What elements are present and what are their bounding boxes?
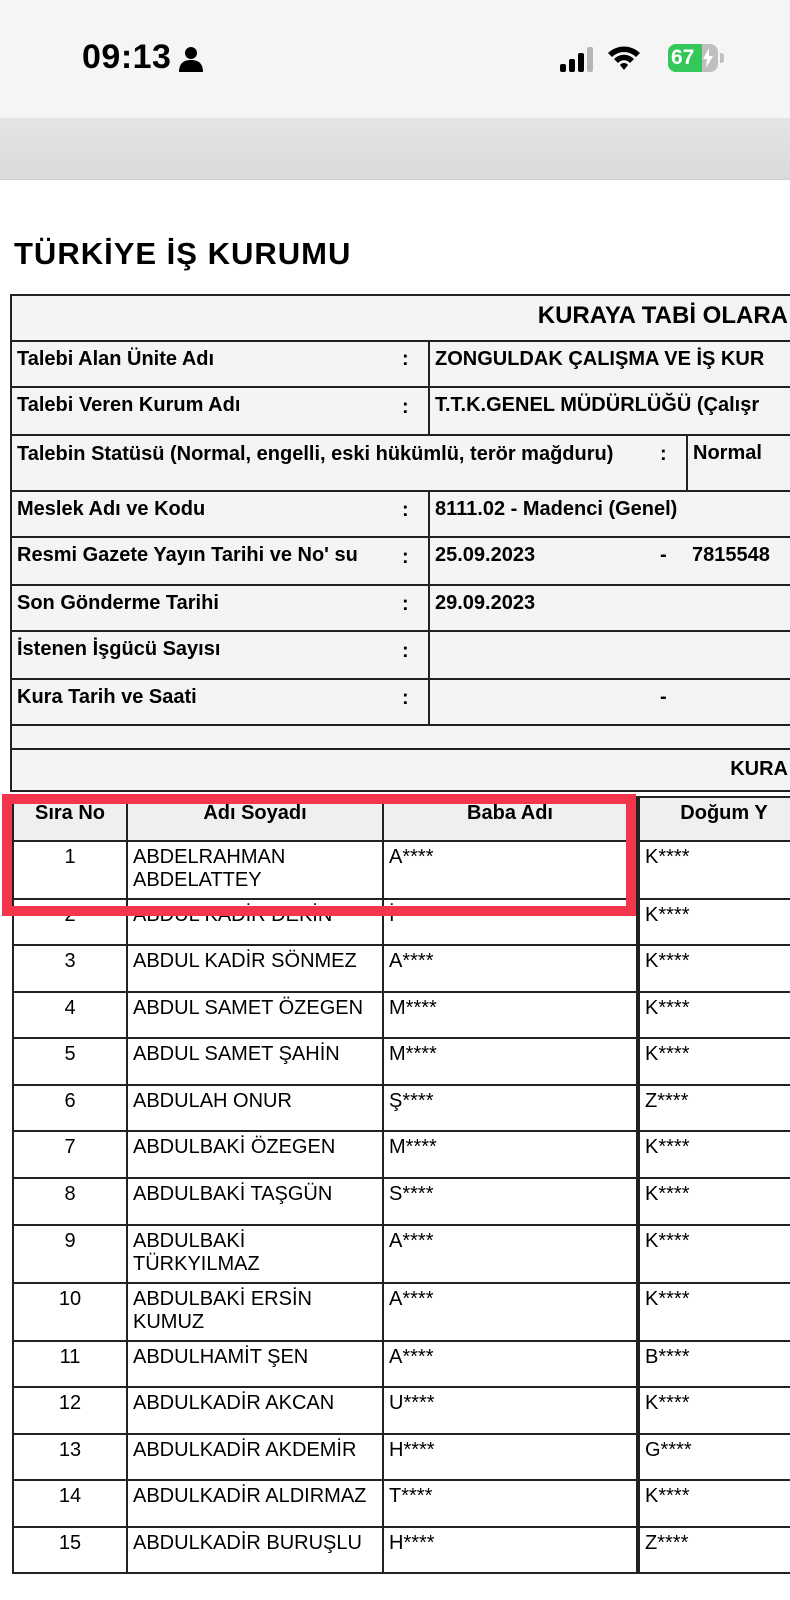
cell-full-name: ABDUL KADİR SÖNMEZ [126, 944, 384, 993]
cell-birth: K**** [638, 1386, 790, 1435]
cell-birth: K**** [638, 898, 790, 946]
cell-birth: Z**** [638, 1084, 790, 1132]
cell-father-name: A**** [382, 1282, 638, 1342]
cell-row-number: 6 [12, 1084, 128, 1132]
cell-row-number: 15 [12, 1526, 128, 1574]
cell-father-name: A**** [382, 944, 638, 993]
cell-row-number: 11 [12, 1340, 128, 1388]
cell-father-name: A**** [382, 840, 638, 900]
cell-row-number: 12 [12, 1386, 128, 1435]
cell-full-name: ABDULKADİR BURUŞLU [126, 1526, 384, 1574]
cell-father-name: S**** [382, 1177, 638, 1226]
cell-birth: K**** [638, 1177, 790, 1226]
field-label-gazette: Resmi Gazete Yayın Tarihi ve No' su [10, 536, 430, 586]
cell-birth: K**** [638, 1224, 790, 1284]
cell-father-name: T**** [382, 1479, 638, 1528]
gazette-number: 7815548 [692, 544, 770, 566]
cell-birth: K**** [638, 1479, 790, 1528]
cell-father-name: M**** [382, 1037, 638, 1086]
person-icon [178, 46, 204, 72]
header-birth: Doğum Y [638, 796, 790, 842]
cell-father-name: H**** [382, 1433, 638, 1481]
header-full-name: Adı Soyadı [126, 796, 384, 842]
clock: 09:13 [82, 38, 172, 76]
gazette-dash: - [660, 544, 667, 566]
cell-birth: K**** [638, 944, 790, 993]
cell-father-name: U**** [382, 1386, 638, 1435]
cell-father-name: A**** [382, 1340, 638, 1388]
cell-birth: Z**** [638, 1526, 790, 1574]
cell-row-number: 7 [12, 1130, 128, 1179]
separator: : [402, 499, 409, 521]
separator: : [660, 443, 667, 465]
cell-full-name: ABDULKADİR ALDIRMAZ [126, 1479, 384, 1528]
cell-row-number: 4 [12, 991, 128, 1039]
field-value-workforce [428, 630, 790, 680]
cell-full-name: ABDULBAKİ TAŞGÜN [126, 1177, 384, 1226]
separator: : [402, 593, 409, 615]
cell-full-name: ABDULAH ONUR [126, 1084, 384, 1132]
cell-full-name: ABDUL SAMET ŞAHİN [126, 1037, 384, 1086]
field-label-draw-date: Kura Tarih ve Saati [10, 678, 430, 726]
cell-father-name: A**** [382, 1224, 638, 1284]
wifi-icon [606, 42, 642, 72]
cell-full-name: ABDULBAKİ ÖZEGEN [126, 1130, 384, 1179]
field-value-gazette [428, 536, 790, 586]
charging-bolt-icon [702, 48, 714, 68]
field-value-send-date: 29.09.2023 [428, 584, 790, 632]
cell-full-name: ABDULBAKİ TÜRKYILMAZ [126, 1224, 384, 1284]
field-label-institution: Talebi Veren Kurum Adı [10, 386, 430, 436]
cell-full-name: ABDUL SAMET ÖZEGEN [126, 991, 384, 1039]
cell-full-name: ABDULHAMİT ŞEN [126, 1340, 384, 1388]
battery-percent: 67 [671, 46, 695, 69]
cell-birth: K**** [638, 1130, 790, 1179]
section-title: KURA [10, 748, 790, 792]
field-value-profession: 8111.02 - Madenci (Genel) [428, 490, 790, 538]
header-row-number: Sıra No [12, 796, 128, 842]
cell-father-name: H**** [382, 1526, 638, 1574]
cell-row-number: 9 [12, 1224, 128, 1284]
cell-full-name: ABDULKADİR AKCAN [126, 1386, 384, 1435]
cell-row-number: 3 [12, 944, 128, 993]
signal-icon [560, 46, 596, 72]
field-label-send-date: Son Gönderme Tarihi [10, 584, 430, 632]
separator: : [402, 396, 409, 418]
cell-birth: K**** [638, 991, 790, 1039]
gazette-date: 25.09.2023 [435, 544, 536, 566]
cell-father-name: M**** [382, 991, 638, 1039]
separator: : [402, 687, 409, 709]
cell-full-name: ABDELRAHMAN ABDELATTEY [126, 840, 384, 900]
field-value-institution: T.T.K.GENEL MÜDÜRLÜĞÜ (Çalışr [428, 386, 790, 436]
field-label-unit: Talebi Alan Ünite Adı [10, 340, 430, 388]
organization-title: TÜRKİYE İŞ KURUMU [14, 236, 352, 271]
spacer-row [10, 724, 790, 750]
cell-birth: K**** [638, 840, 790, 900]
cell-row-number: 10 [12, 1282, 128, 1342]
field-value-unit: ZONGULDAK ÇALIŞMA VE İŞ KUR [428, 340, 790, 388]
cell-father-name: M**** [382, 1130, 638, 1179]
field-label-workforce: İstenen İşgücü Sayısı [10, 630, 430, 680]
cell-full-name: ABDULBAKİ ERSİN KUMUZ [126, 1282, 384, 1342]
cell-row-number: 1 [12, 840, 128, 900]
form-title: KURAYA TABİ OLARA [10, 294, 790, 342]
separator: : [402, 546, 409, 568]
draw-date-dash: - [660, 686, 667, 708]
field-label-status: Talebin Statüsü (Normal, engelli, eski hükümlü, terör mağduru) [10, 434, 688, 492]
cell-father-name: Ş**** [382, 1084, 638, 1132]
browser-toolbar [0, 118, 790, 180]
header-father-name: Baba Adı [382, 796, 638, 842]
cell-row-number: 13 [12, 1433, 128, 1481]
cell-full-name: ABDUL KADİR DEKİN [126, 898, 384, 946]
cell-father-name: İ**** [382, 898, 638, 946]
field-value-draw-date [428, 678, 790, 726]
battery-icon [668, 44, 724, 72]
field-value-status: Normal [686, 434, 790, 492]
cell-full-name: ABDULKADİR AKDEMİR [126, 1433, 384, 1481]
cell-birth: G**** [638, 1433, 790, 1481]
field-label-profession: Meslek Adı ve Kodu [10, 490, 430, 538]
status-bar [0, 0, 790, 118]
cell-birth: K**** [638, 1037, 790, 1086]
cell-row-number: 8 [12, 1177, 128, 1226]
cell-row-number: 5 [12, 1037, 128, 1086]
cell-row-number: 2 [12, 898, 128, 946]
cell-birth: K**** [638, 1282, 790, 1342]
separator: : [402, 348, 409, 370]
cell-row-number: 14 [12, 1479, 128, 1528]
cell-birth: B**** [638, 1340, 790, 1388]
separator: : [402, 640, 409, 662]
